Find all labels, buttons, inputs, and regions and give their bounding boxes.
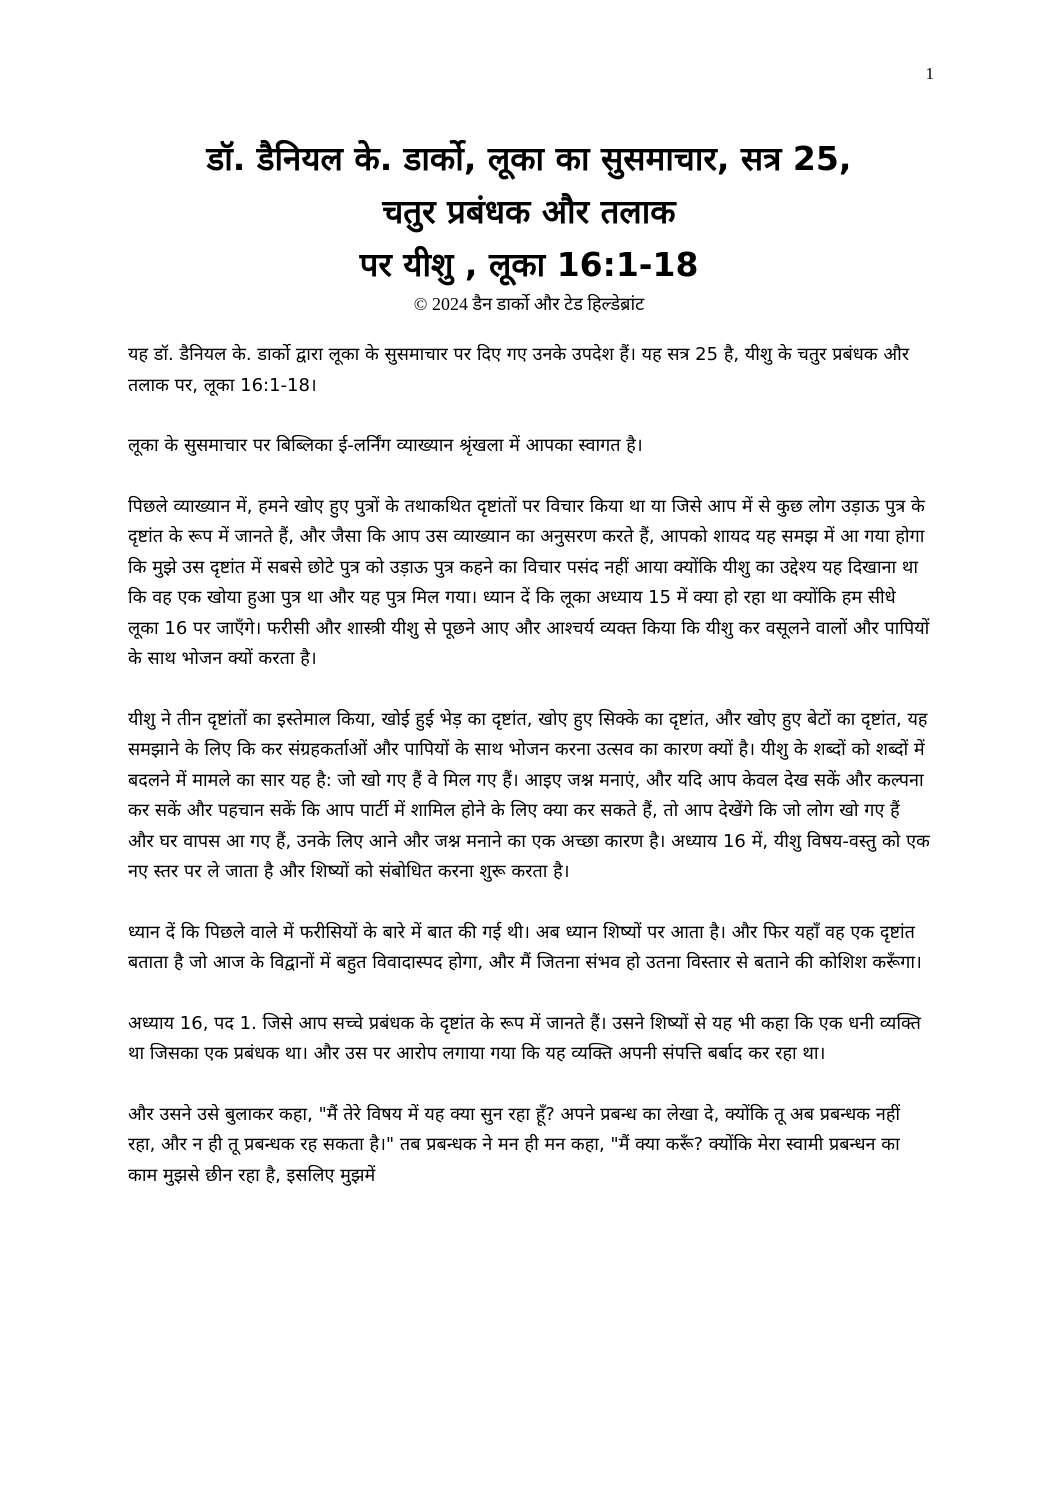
title-line-2: चतुर प्रबंधक और तलाक <box>382 192 676 231</box>
paragraph-intro: यह डॉ. डैनियल के. डार्को द्वारा लूका के सुसमाचार पर दिए गए उनके उपदेश हैं। यह सत्र 25 है, यीशु के चतुर प्रबंधक और तलाक पर, लूका 16:1-18। <box>128 344 910 396</box>
paragraph-three-parables: यीशु ने तीन दृष्टांतों का इस्तेमाल किया, खोई हुई भेड़ का दृष्टांत, खोए हुए सिक्के का दृष्टांत, और खोए हुए बेटों का दृष्टांत, यह समझाने के लिए कि कर संग्रहकर्ताओं और पापियों के साथ भोजन करना उत्सव का कारण क्यों है। यीशु के शब्दों को शब्दों में बदलने में मामले का सार यह है: जो खो गए हैं वे मिल गए हैं। आइए जश्न मनाएं, और यदि आप केवल देख सकें और कल्पना कर सकें और पहचान सकें कि आप पार्टी में शामिल होने के लिए क्या कर सकते हैं, तो आप देखेंगे कि जो लोग खो गए हैं और घर वापस आ गए हैं, उनके लिए आने और जश्न मनाने का एक अच्छा कारण है। अध्याय 16 में, यीशु विषय-वस्तु को एक नए स्तर पर ले जाता है और शिष्यों को संबोधित करना शुरू करता है। <box>128 708 930 882</box>
paragraph-welcome: लूका के सुसमाचार पर बिब्लिका ई-लर्निंग व्याख्यान श्रृंखला में आपका स्वागत है। <box>128 435 643 456</box>
title-block <box>100 132 958 317</box>
paragraph-focus-disciples: ध्यान दें कि पिछले वाले में फरीसियों के बारे में बात की गई थी। अब ध्यान शिष्यों पर आता है। और फिर यहाँ वह एक दृष्टांत बताता है जो आज के विद्वानों में बहुत विवादास्पद होगा, और मैं जितना संभव हो उतना विस्तार से बताने की कोशिश करूँगा। <box>128 921 922 973</box>
paragraph-chapter-16-verse-1: अध्याय 16, पद 1. जिसे आप सच्चे प्रबंधक के दृष्टांत के रूप में जानते हैं। उसने शिष्यों से यह भी कहा कि एक धनी व्यक्ति था जिसका एक प्रबंधक था। और उस पर आरोप लगाया गया कि यह व्यक्ति अपनी संपत्ति बर्बाद कर रहा था। <box>128 1012 921 1064</box>
paragraph-previous-lecture: पिछले व्याख्यान में, हमने खोए हुए पुत्रों के तथाकथित दृष्टांतों पर विचार किया था या जिसे आप में से कुछ लोग उड़ाऊ पुत्र के दृष्टांत के रूप में जानते हैं, और जैसा कि आप उस व्याख्यान का अनुसरण करते हैं, आपको शायद यह समझ में आ गया होगा कि मुझे उस दृष्टांत में सबसे छोटे पुत्र को उड़ाऊ पुत्र कहने का विचार पसंद नहीं आया क्योंकि यीशु का उद्देश्य यह दिखाना था कि वह एक खोया हुआ पुत्र था और यह पुत्र मिल गया। ध्यान दें कि लूका अध्याय 15 में क्या हो रहा था क्योंकि हम सीधे लूका 16 पर जाएँगे। फरीसी और शास्त्री यीशु से पूछने आए और आश्चर्य व्यक्त किया कि यीशु कर वसूलने वालों और पापियों के साथ भोजन क्यों करता है। <box>128 495 930 669</box>
title-line-1: डॉ. डैनियल के. डार्को, लूका का सुसमाचार, सत्र 25, <box>206 139 852 178</box>
paragraph-steward-speech: और उसने उसे बुलाकर कहा, "मैं तेरे विषय में यह क्या सुन रहा हूँ? अपने प्रबन्ध का लेखा दे, क्योंकि तू अब प्रबन्धक नहीं रहा, और न ही तू प्रबन्धक रह सकता है।" तब प्रबन्धक ने मन ही मन कहा, "मैं क्या करूँ? क्योंकि मेरा स्वामी प्रबन्धन का काम मुझसे छीन रहा है, इसलिए मुझमें <box>128 1103 901 1186</box>
copyright-line: © 2024 डैन डार्को और टेड हिल्डेब्रांट <box>413 294 645 314</box>
page-number: 1 <box>925 64 934 83</box>
title-line-3: पर यीशु , लूका 16:1-18 <box>359 245 699 284</box>
body-text <box>128 340 930 1221</box>
